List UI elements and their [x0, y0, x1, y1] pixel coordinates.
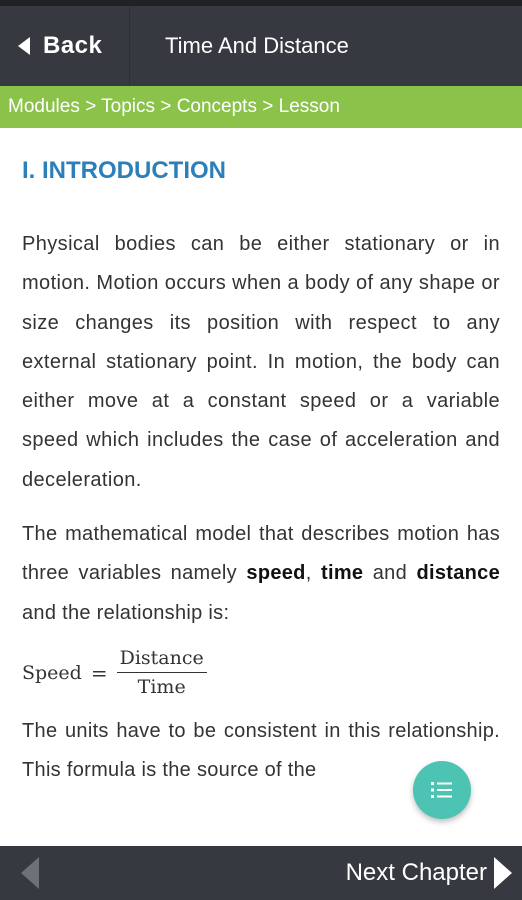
text-run: The mathematical model that describes motion has three variables namely	[22, 523, 500, 585]
back-button[interactable]	[0, 6, 130, 86]
section-heading: I. INTRODUCTION	[22, 157, 226, 184]
breadcrumb-lesson: Lesson	[278, 96, 340, 117]
breadcrumb-modules[interactable]: Modules	[8, 96, 80, 117]
term-speed: speed	[246, 562, 306, 585]
formula-numerator: Distance	[117, 647, 207, 673]
term-distance: distance	[416, 562, 500, 585]
back-button-label: Back	[43, 32, 103, 59]
text-run: ,	[305, 562, 321, 585]
model-paragraph	[22, 515, 500, 633]
breadcrumb	[0, 86, 522, 128]
units-paragraph: The units have to be consistent in this relationship. This formula is the source of the	[22, 719, 500, 782]
formula-lhs: Speed	[22, 661, 82, 684]
next-chapter-button[interactable]	[346, 846, 512, 900]
breadcrumb-separator: >	[85, 96, 97, 117]
breadcrumb-topics[interactable]: Topics	[101, 96, 156, 117]
formula-equals: =	[90, 660, 108, 685]
formula-fraction	[117, 647, 207, 698]
app-bar	[0, 6, 522, 86]
list-icon	[430, 780, 454, 800]
next-arrow-icon	[494, 857, 512, 889]
contents-fab-button[interactable]	[413, 761, 471, 819]
next-chapter-label: Next Chapter	[345, 859, 487, 886]
page-title: Time And Distance	[165, 33, 349, 58]
breadcrumb-separator: >	[262, 96, 274, 117]
lesson-content[interactable]	[22, 128, 500, 846]
term-time: time	[321, 562, 364, 585]
speed-formula	[22, 645, 500, 701]
breadcrumb-concepts[interactable]: Concepts	[176, 96, 257, 117]
previous-arrow-icon	[21, 857, 39, 889]
text-run: and the relationship is:	[22, 601, 230, 624]
text-run: and	[363, 562, 417, 585]
breadcrumb-separator: >	[160, 96, 172, 117]
previous-chapter-button[interactable]	[10, 846, 50, 900]
formula-denominator: Time	[137, 676, 186, 699]
intro-paragraph: Physical bodies can be either stationary or in motion. Motion occurs when a body of any shape or size changes its position with respect to any external stationary point. In motion, the body can either move at a constant speed or a variable speed which includes the case of acceleration and deceleration.	[22, 233, 500, 491]
back-arrow-icon	[18, 37, 30, 55]
bottom-nav-bar	[0, 846, 522, 900]
